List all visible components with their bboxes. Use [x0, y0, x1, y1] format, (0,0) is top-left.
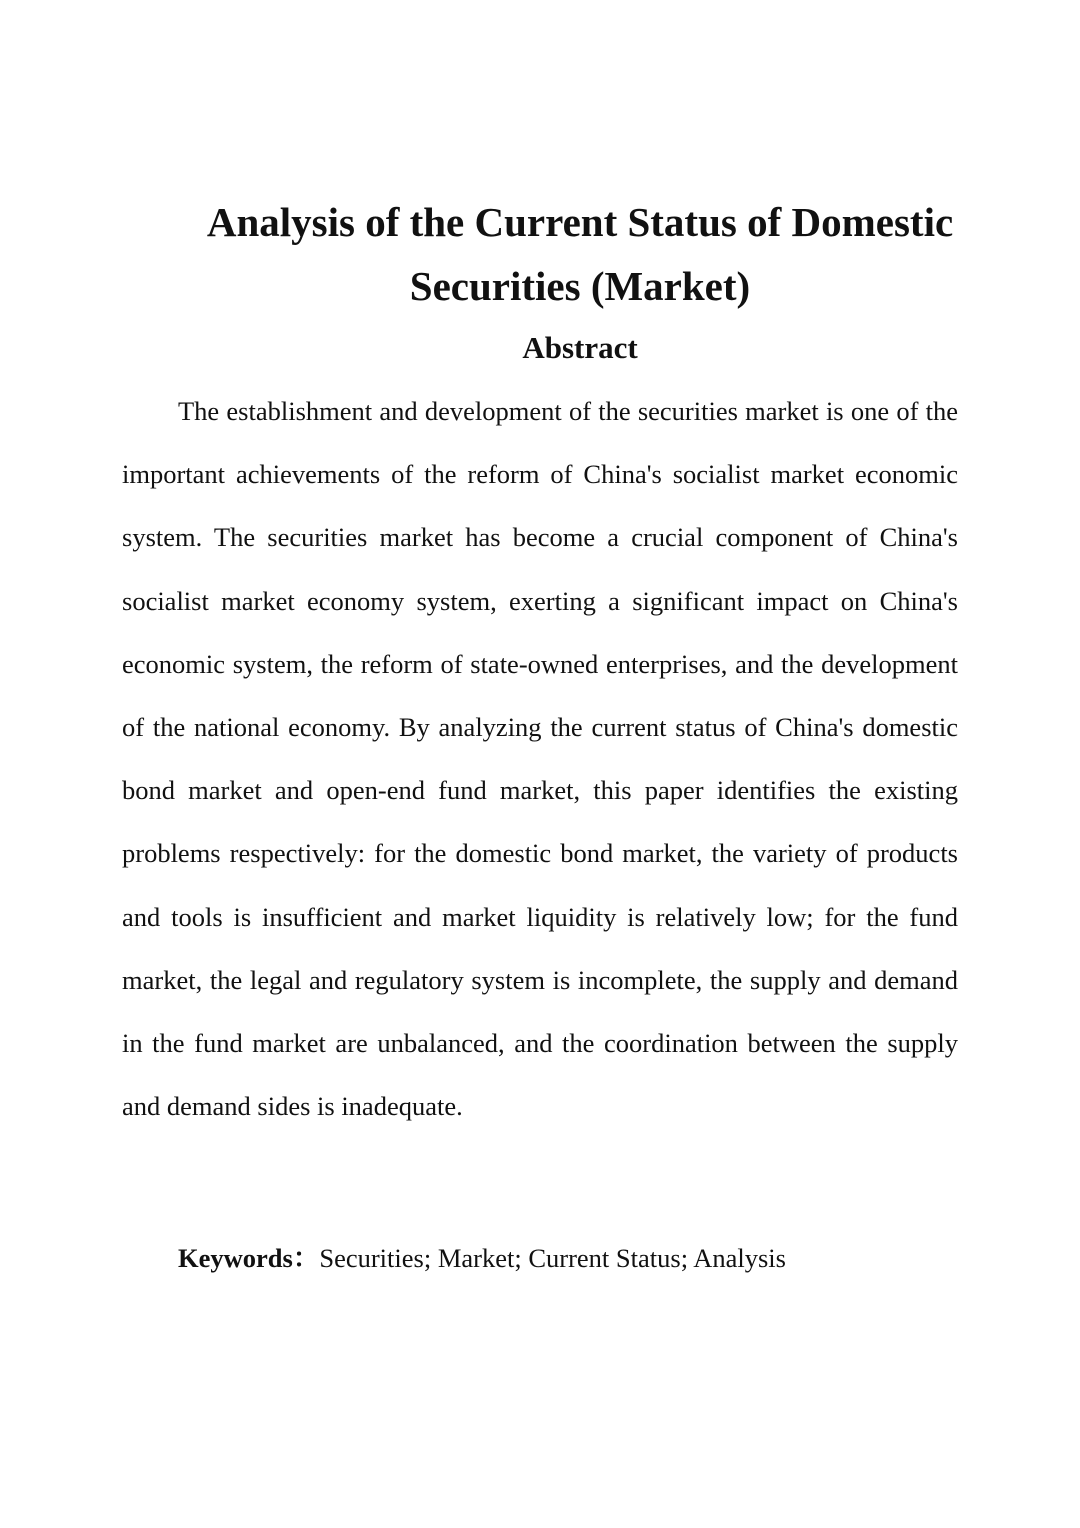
- abstract-body: The establishment and development of the securities market is one of the important achievements of the reform of China's socialist market economic system. The securities market has become a crucial component of China's socialist market economy system, exerting a significant impact on China's economic system, the reform of state-owned enterprises, and the development of the national economy. By analyzing the current status of China's domestic bond market and open-end fund market, this paper identifies the existing problems respectively: for the domestic bond market, the variety of products and tools is insufficient and market liquidity is relatively low; for the fund market, the legal and regulatory system is incomplete, the supply and demand in the fund market are unbalanced, and the coordination between the supply and demand sides is inadequate.: [122, 396, 958, 1122]
- keywords-line: [178, 1236, 786, 1280]
- abstract-heading: Abstract: [522, 330, 638, 365]
- keywords-value: Securities; Market; Current Status; Analysis: [319, 1243, 786, 1273]
- paper-title-line-2: Securities (Market): [409, 263, 751, 309]
- keywords-label: Keywords：: [178, 1243, 320, 1273]
- paper-title-line-1: Analysis of the Current Status of Domestic: [206, 199, 954, 245]
